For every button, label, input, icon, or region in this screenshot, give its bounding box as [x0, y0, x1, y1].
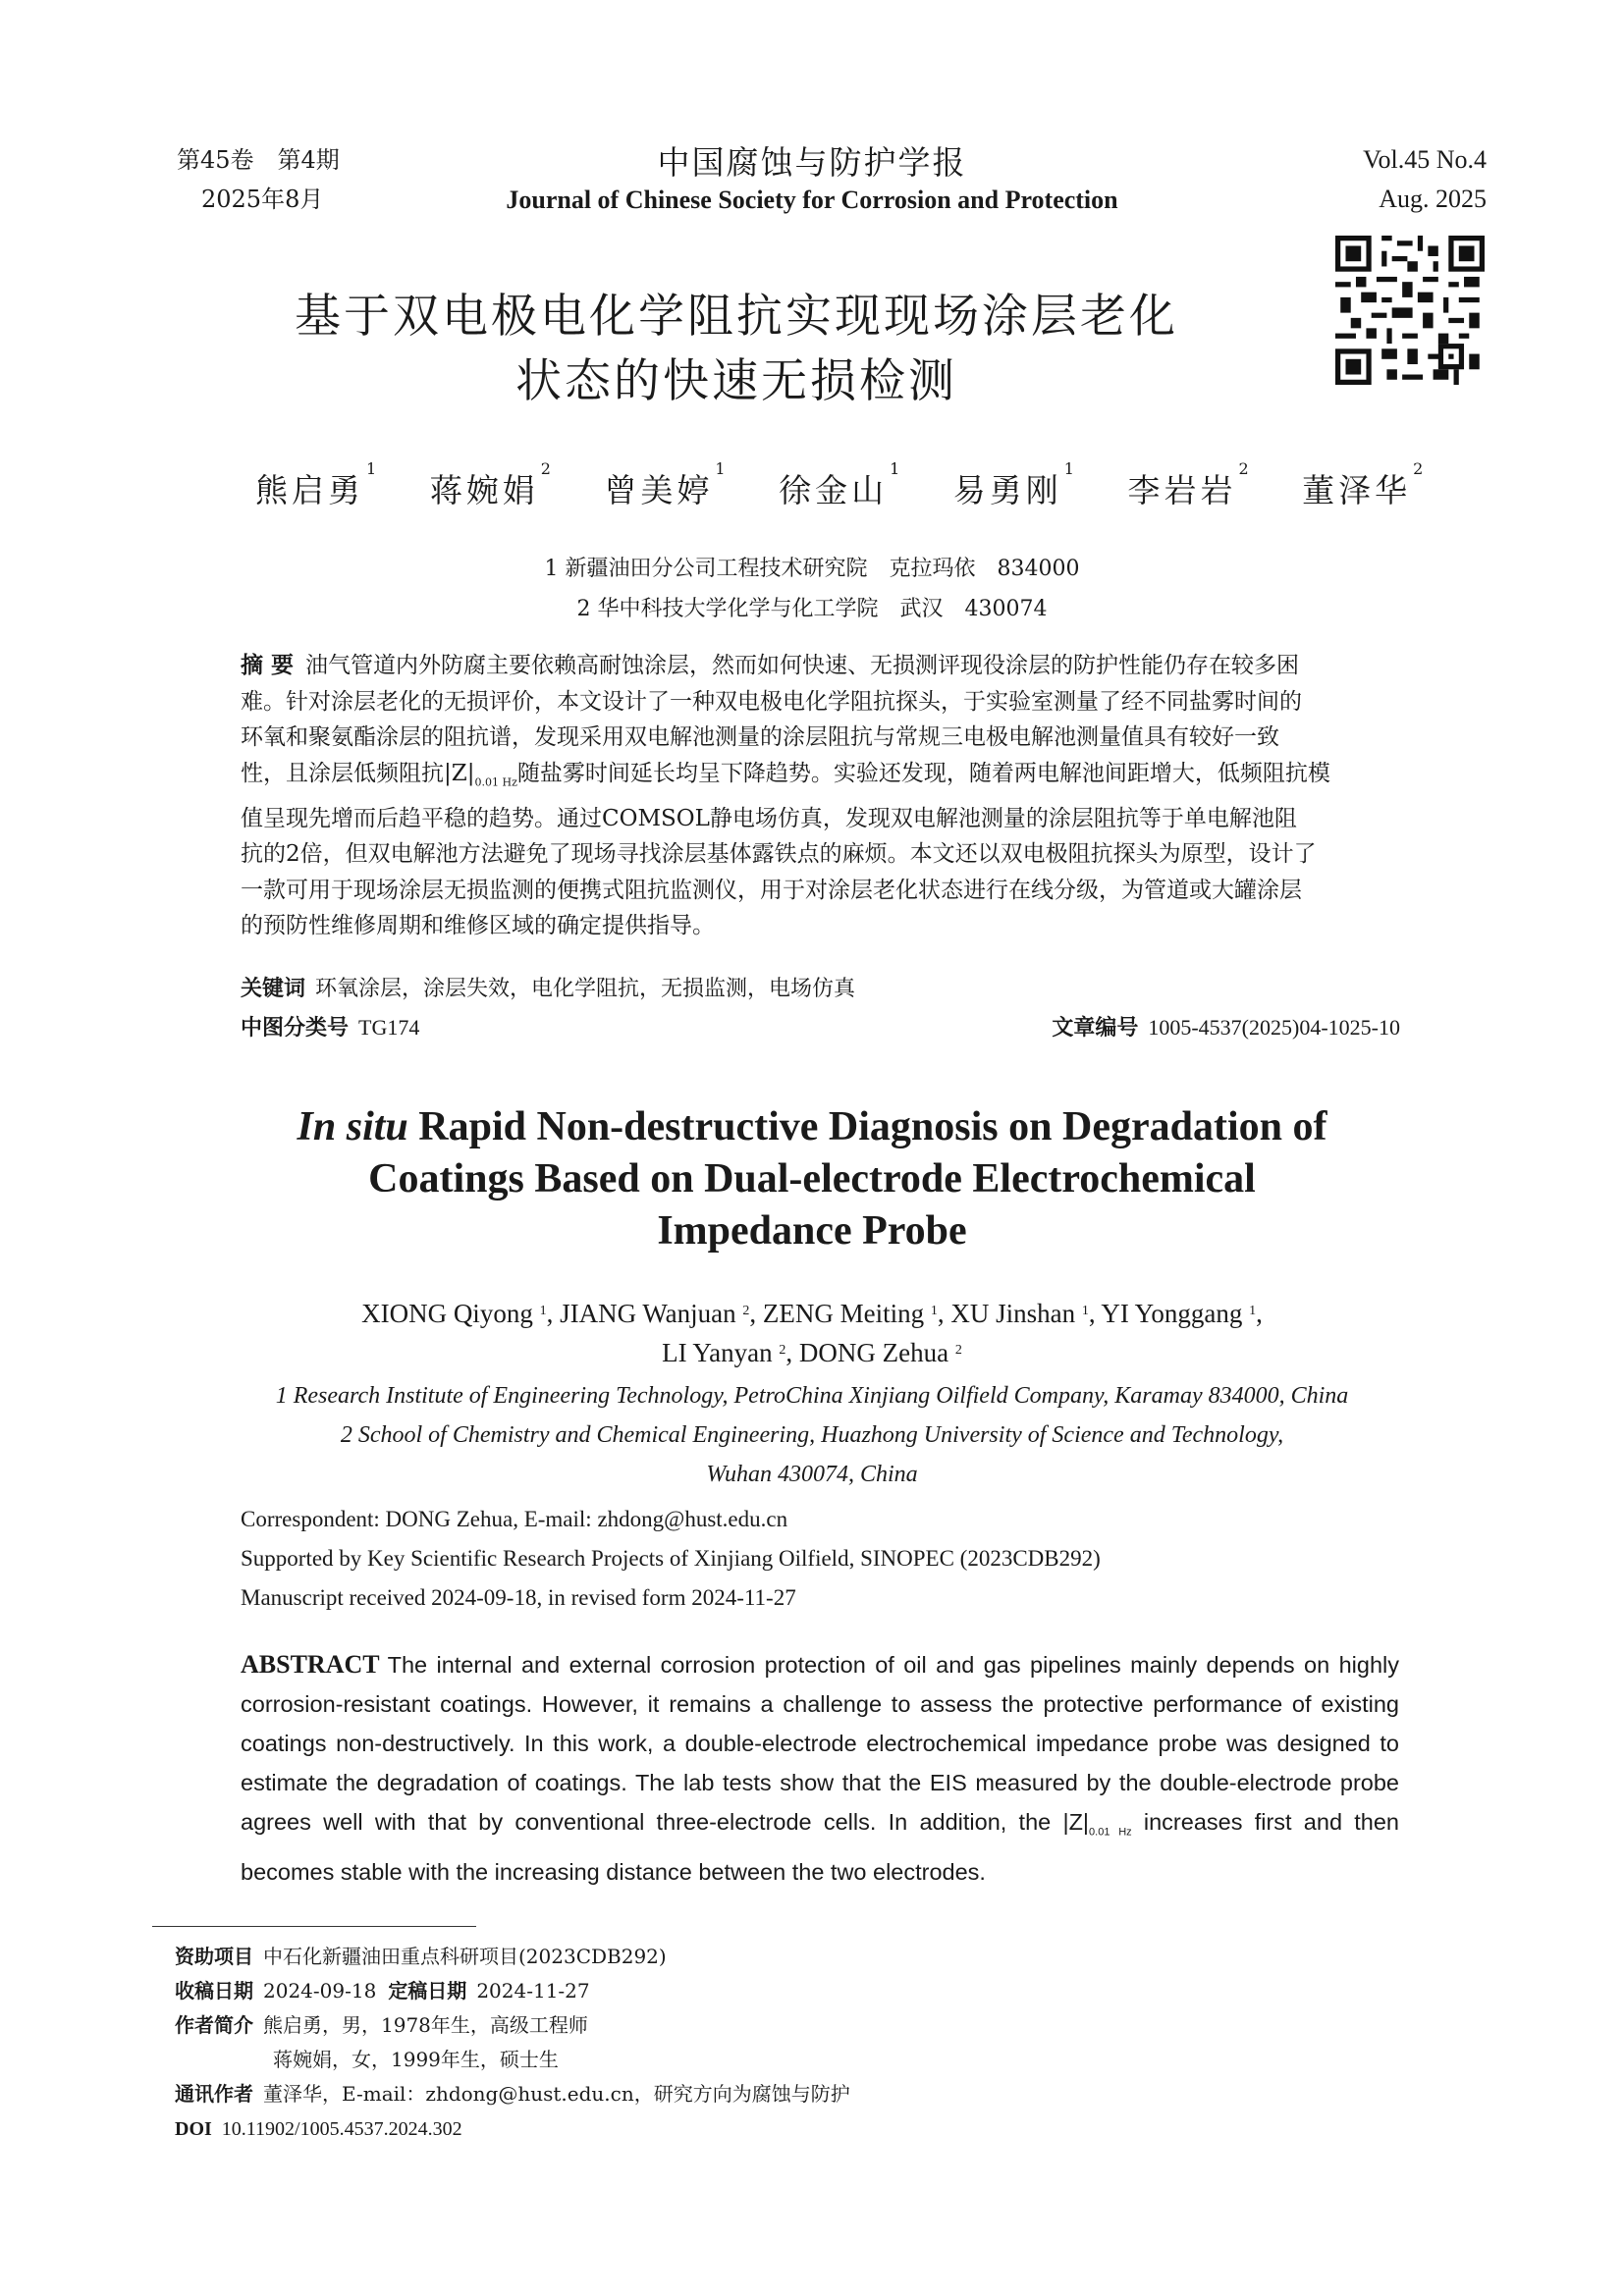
article-no-value: 1005-4537(2025)04-1025-10 — [1148, 1015, 1400, 1040]
author-cn: 蒋婉娟$^2$ — [429, 459, 551, 509]
abstract-en-label: ABSTRACT — [241, 1650, 380, 1679]
abstract-cn-subscript: 0.01 Hz — [474, 775, 517, 789]
correspondent: Correspondent: DONG Zehua, E-mail: zhdong@hust.edu.cn — [241, 1507, 788, 1531]
title-en — [177, 1101, 1447, 1257]
title-en-line1: Rapid Non-destructive Diagnosis on Degradation of — [407, 1104, 1327, 1149]
footnotes — [175, 1940, 850, 2147]
affiliation-en-1: 1 Research Institute of Engineering Technology, PetroChina Xinjiang Oilfield Company, Karamay 834000, China — [275, 1383, 1349, 1409]
affiliation-en-2-cont: Wuhan 430074, China — [706, 1462, 918, 1487]
author-en: XIONG Qiyong $^1$, — [361, 1299, 554, 1328]
keywords-cn-text: 环氧涂层，涂层失效，电化学阻抗，无损监测，电场仿真 — [315, 977, 856, 1001]
footnote-correspondent: 通讯作者 董泽华，E-mail：zhdong@hust.edu.cn，研究方向为腐蚀与防护 — [175, 2082, 850, 2106]
abstract-cn-label: 摘 要 — [241, 653, 295, 678]
journal-name-cn: 中国腐蚀与防护学报 — [657, 143, 967, 182]
abstract-en — [241, 1645, 1399, 1892]
qr-code-icon — [1335, 236, 1485, 385]
authors-cn — [255, 459, 1424, 511]
affiliations-en — [147, 1376, 1477, 1494]
author-en: XU Jinshan $^1$, — [950, 1299, 1096, 1328]
abstract-en-subscript: 0.01 Hz — [1089, 1826, 1132, 1839]
author-en: JIANG Wanjuan $^2$, — [560, 1299, 757, 1328]
article-no-label: 文章编号 — [1052, 1016, 1139, 1041]
author-cn: 曾美婷$^1$ — [604, 459, 726, 509]
author-cn: 董泽华$^2$ — [1302, 459, 1424, 509]
title-cn-line2: 状态的快速无损检测 — [515, 354, 957, 408]
footnote-divider — [152, 1926, 476, 1927]
abstract-en-text-cont: increases first and then becomes stable with the increasing distance between the two electrodes. — [241, 1809, 1399, 1885]
abstract-cn-line: 值呈现先增而后趋平稳的趋势。通过COMSOL静电场仿真，发现双电解池测量的涂层阻抗等于单电解池阻 — [241, 805, 1297, 831]
footnote-doi: DOI 10.11902/1005.4537.2024.302 — [175, 2118, 462, 2140]
author-en: ZENG Meiting $^1$, — [762, 1299, 945, 1328]
funding-en: Supported by Key Scientific Research Projects of Xinjiang Oilfield, SINOPEC (2023CDB292) — [241, 1546, 1101, 1571]
abstract-cn-line: 一款可用于现场涂层无损监测的便携式阻抗监测仪，用于对涂层老化状态进行在线分级，为管道或大罐涂层 — [241, 877, 1302, 903]
affiliation-cn-2: 2 华中科技大学化学与化工学院 武汉 430074 — [576, 597, 1048, 621]
footnote-authors-2: 蒋婉娟，女，1999年生，硕士生 — [273, 2048, 559, 2071]
article-number — [1052, 1011, 1400, 1041]
keywords-cn-label: 关键词 — [241, 977, 306, 1001]
volume-issue-cn: 第45卷 第4期 — [177, 146, 340, 174]
author-en: DONG Zehua $^2$ — [798, 1338, 962, 1367]
author-en: LI Yanyan $^2$, — [662, 1338, 793, 1367]
article-info-en — [241, 1500, 1101, 1618]
author-cn: 李岩岩$^2$ — [1127, 459, 1249, 509]
title-cn-line1: 基于双电极电化学阻抗实现现场涂层老化 — [295, 290, 1178, 344]
affiliation-cn-1: 1 新疆油田分公司工程技术研究院 克拉玛依 834000 — [544, 557, 1080, 581]
abstract-cn-line: 抗的2倍，但双电解池方法避免了现场寻找涂层基体露铁点的麻烦。本文还以双电极阻抗探头为原型，设计了 — [241, 841, 1317, 868]
manuscript-dates: Manuscript received 2024-09-18, in revised form 2024-11-27 — [241, 1585, 796, 1610]
title-en-italic: In situ — [297, 1104, 408, 1149]
author-en: YI Yonggang $^1$, — [1101, 1299, 1263, 1328]
abstract-cn-line: 难。针对涂层老化的无损评价，本文设计了一种双电极电化学阻抗探头，于实验室测量了经不同盐雾时间的 — [241, 688, 1302, 715]
abstract-cn — [241, 648, 1399, 944]
affiliation-en-2: 2 School of Chemistry and Chemical Engineering, Huazhong University of Science and Technology, — [340, 1422, 1284, 1448]
abstract-cn-line: 油气管道内外防腐主要依赖高耐蚀涂层，然而如何快速、无损测评现役涂层的防护性能仍存在较多困 — [305, 653, 1300, 678]
footnote-dates: 收稿日期 2024-09-18 定稿日期 2024-11-27 — [175, 1979, 590, 2002]
date-en: Aug. 2025 — [1379, 185, 1487, 213]
volume-issue-en: Vol.45 No.4 — [1363, 145, 1487, 174]
clc-value: TG174 — [358, 1015, 420, 1040]
abstract-cn-line: 环氧和聚氨酯涂层的阻抗谱，发现采用双电解池测量的涂层阻抗与常规三电极电解池测量值具有较好一致 — [241, 724, 1279, 750]
clc-number — [241, 1011, 419, 1041]
title-en-line3: Impedance Probe — [657, 1208, 967, 1254]
authors-en — [177, 1294, 1447, 1372]
author-cn: 熊启勇$^1$ — [255, 459, 377, 509]
journal-name-en: Journal of Chinese Society for Corrosion and Protection — [506, 186, 1118, 214]
footnote-authors: 作者简介 熊启勇，男，1978年生，高级工程师 — [175, 2013, 588, 2037]
title-en-line2: Coatings Based on Dual-electrode Electrochemical — [368, 1156, 1256, 1201]
author-cn: 徐金山$^1$ — [779, 459, 900, 509]
clc-label: 中图分类号 — [241, 1016, 350, 1041]
abstract-cn-line: 性，且涂层低频阻抗|Z| — [241, 760, 475, 786]
abstract-cn-line: 随盐雾时间延长均呈下降趋势。实验还发现，随着两电解池间距增大，低频阻抗模 — [516, 760, 1330, 786]
author-cn: 易勇刚$^1$ — [952, 459, 1074, 509]
footnote-funding: 资助项目 中石化新疆油田重点科研项目(2023CDB292) — [175, 1945, 667, 1968]
date-cn: 2025年8月 — [201, 186, 324, 213]
keywords-cn — [241, 972, 855, 1002]
abstract-cn-line: 的预防性维修周期和维修区域的确定提供指导。 — [241, 913, 715, 939]
abstract-en-text: The internal and external corrosion protection of oil and gas pipelines mainly depends on highly corrosion-resistant coatings. However, it remains a challenge to assess the protective performance of existing coatings non-destructively. In this work, a double-electrode electrochemical impedance probe was designed to estimate the degradation of coatings. The lab tests show that the EIS measured by the double-electrode probe agrees well with that by conventional three-electrode cells. In addition, the |Z| — [241, 1652, 1399, 1835]
